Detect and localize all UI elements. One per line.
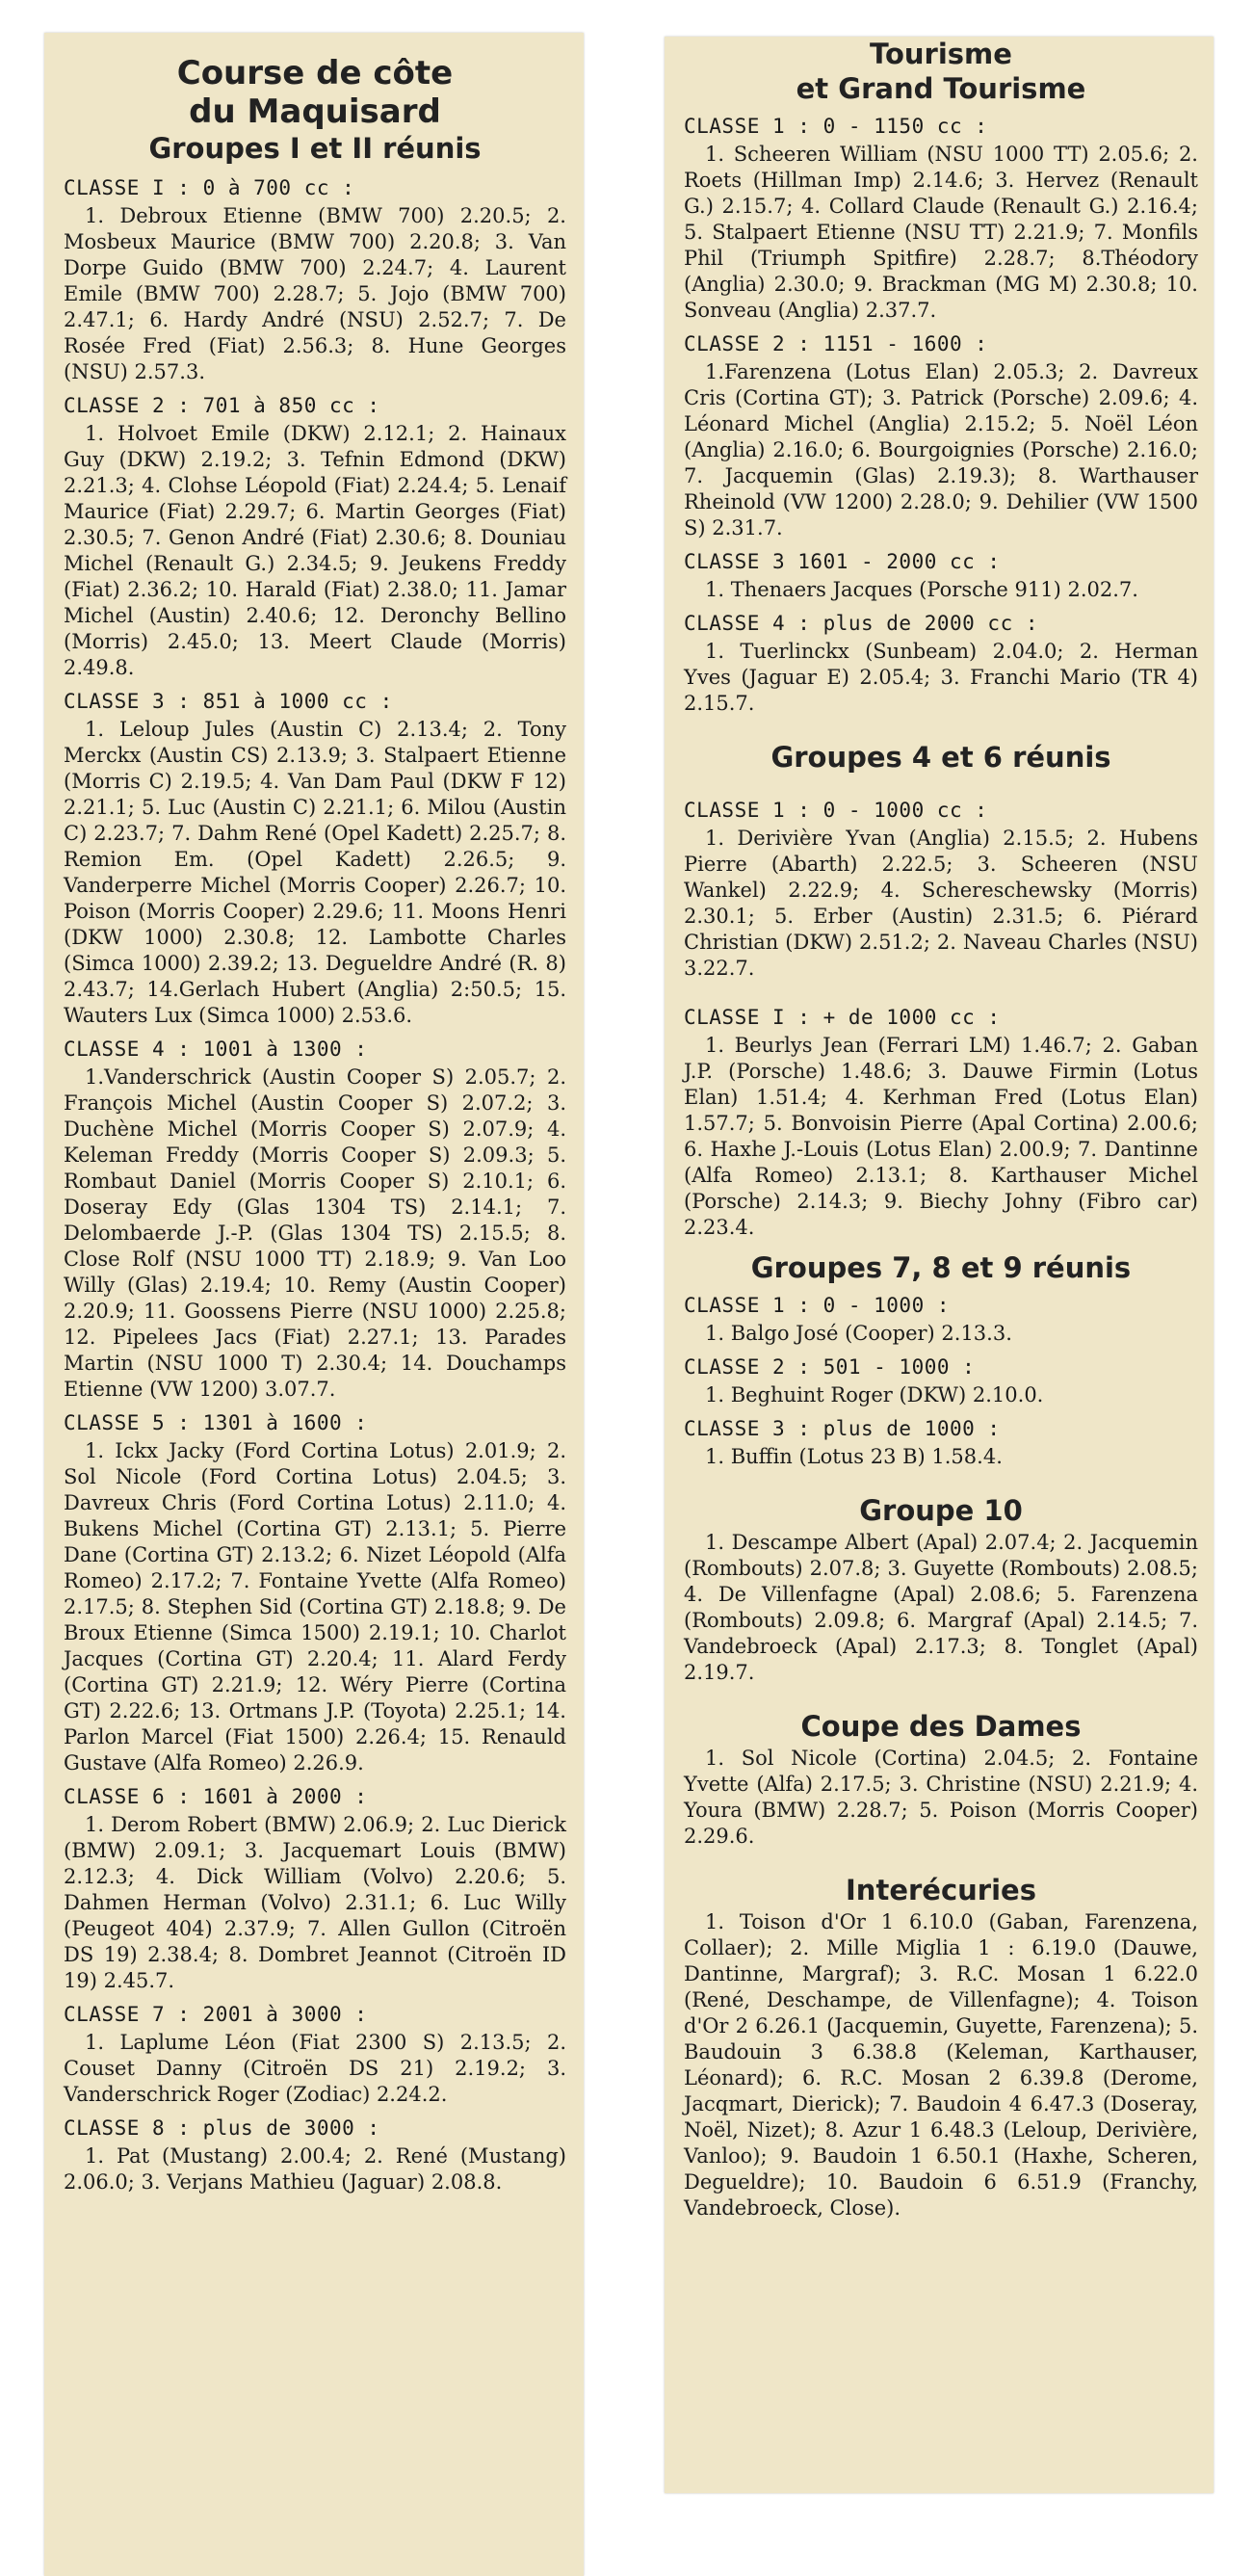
class-label: CLASSE 2 : 1151 - 1600 : [684, 332, 988, 355]
class-label: CLASSE 3 : plus de 1000 : [684, 1417, 1001, 1440]
class-label: CLASSE 6 : 1601 à 2000 : [64, 1785, 368, 1808]
class-results: 1. Derom Robert (BMW) 2.06.9; 2. Luc Dierick (BMW) 2.09.1; 3. Jacquemart Louis (BMW) 2.12.3; 4. Dick William (Volvo) 2.20.6; 5. Dahmen Herman (Volvo) 2.31.1; 6. Luc Willy (Peugeot 404) 2.37.9; 7. Allen Gullon (Citroën DS 19) 2.38.4; 8. Dombret Jeannot (Citroën ID 19) 2.45.7. [64, 1813, 566, 1992]
class-label: CLASSE 4 : plus de 2000 cc : [684, 612, 1039, 635]
right-title-line1: Tourisme [870, 38, 1012, 70]
class-label: CLASSE 1 : 0 - 1000 : [684, 1294, 951, 1317]
left-title-line2: du Maquisard [189, 92, 441, 131]
section-title-groupes-4-6: Groupes 4 et 6 réunis [770, 741, 1111, 774]
class-results: 1. Laplume Léon (Fiat 2300 S) 2.13.5; 2. Couset Danny (Citroën DS 21) 2.19.2; 3. Vanderschrick Roger (Zodiac) 2.24.2. [64, 2031, 566, 2106]
section-title-coupe-des-dames: Coupe des Dames [800, 1710, 1082, 1743]
class-results: 1. Ickx Jacky (Ford Cortina Lotus) 2.01.9; 2. Sol Nicole (Ford Cortina Lotus) 2.04.5; 3. Davreux Chris (Ford Cortina Lotus) 2.11.0; 4. Bukens Michel (Cortina GT) 2.13.1; 5. Pierre Dane (Cortina GT) 2.13.2; 6. Nizet Léopold (Alfa Romeo) 2.17.2; 7. Fontaine Yvette (Alfa Romeo) 2.17.5; 8. Stephen Sid (Cortina GT) 2.18.8; 9. De Broux Etienne (Simca 1500) 2.19.1; 10. Charlot Jacques (Cortina GT) 2.20.4; 11. Alard Ferdy (Cortina GT) 2.21.9; 12. Wéry Pierre (Cortina GT) 2.22.6; 13. Ortmans J.P. (Toyota) 2.25.1; 14. Parlon Marcel (Fiat 1500) 2.26.4; 15. Renauld Gustave (Alfa Romeo) 2.26.9. [64, 1439, 566, 1774]
class-label: CLASSE 8 : plus de 3000 : [64, 2116, 380, 2140]
class-label: CLASSE I : + de 1000 cc : [684, 1006, 1001, 1029]
section-title-groupe-10: Groupe 10 [859, 1494, 1023, 1527]
class-results: 1. Derivière Yvan (Anglia) 2.15.5; 2. Hubens Pierre (Abarth) 2.22.5; 3. Scheeren (NSU Wankel) 2.22.9; 4. Schereschewsky (Morris) 2.30.1; 5. Erber (Austin) 2.31.5; 6. Piérard Christian (DKW) 2.51.2; 2. Naveau Charles (NSU) 3.22.7. [684, 827, 1198, 980]
class-results: 1.Farenzena (Lotus Elan) 2.05.3; 2. Davreux Cris (Cortina GT); 3. Patrick (Porsche) 2.09.6; 4. Léonard Michel (Anglia) 2.15.2; 5. Noël Léon (Anglia) 2.16.0; 6. Bourgoignies (Porsche) 2.16.0; 7. Jacquemin (Glas) 2.19.3); 8. Warthauser Rheinold (VW 1200) 2.28.0; 9. Dehilier (VW 1500 S) 2.31.7. [684, 360, 1198, 539]
class-label: CLASSE 5 : 1301 à 1600 : [64, 1411, 368, 1434]
class-results: 1. Holvoet Emile (DKW) 2.12.1; 2. Hainaux Guy (DKW) 2.19.2; 3. Tefnin Edmond (DKW) 2.21.3; 4. Clohse Léopold (Fiat) 2.24.4; 5. Lenaif Maurice (Fiat) 2.29.7; 6. Martin Georges (Fiat) 2.30.5; 7. Genon André (Fiat) 2.30.6; 8. Douniau Michel (Renault G.) 2.34.5; 9. Jeukens Freddy (Fiat) 2.36.2; 10. Harald (Fiat) 2.38.0; 11. Jamar Michel (Austin) 2.40.6; 12. Deronchy Bellino (Morris) 2.45.0; 13. Meert Claude (Morris) 2.49.8. [64, 422, 566, 679]
class-label: CLASSE 3 1601 - 2000 cc : [684, 550, 1001, 573]
section-title-interecuries: Interécuries [846, 1874, 1036, 1906]
class-results: 1. Debroux Etienne (BMW 700) 2.20.5; 2. Mosbeux Maurice (BMW 700) 2.20.8; 3. Van Dorpe Guido (BMW 700) 2.24.7; 4. Laurent Emile (BMW 700) 2.28.7; 5. Jojo (BMW 700) 2.47.1; 6. Hardy André (NSU) 2.52.7; 7. De Rosée Fred (Fiat) 2.56.3; 8. Hune Georges (NSU) 2.57.3. [64, 204, 566, 383]
section-title-groupes-7-8-9: Groupes 7, 8 et 9 réunis [750, 1251, 1132, 1284]
class-label: CLASSE I : 0 à 700 cc : [64, 176, 355, 199]
class-results: 1. Scheeren William (NSU 1000 TT) 2.05.6; 2. Roets (Hillman Imp) 2.14.6; 3. Hervez (Renault G.) 2.15.7; 4. Collard Claude (Renault G.) 2.16.4; 5. Stalpaert Etienne (NSU TT) 2.21.9; 7. Monfils Phil (Triumph Spitfire) 2.28.7; 8.Théodory (Anglia) 2.30.0; 9. Brackman (MG M) 2.30.8; 10. Sonveau (Anglia) 2.37.7. [684, 143, 1198, 322]
class-results: 1. Beghuint Roger (DKW) 2.10.0. [705, 1383, 1044, 1406]
coupe-des-dames-results: 1. Sol Nicole (Cortina) 2.04.5; 2. Fontaine Yvette (Alfa) 2.17.5; 3. Christine (NSU) 2.21.9; 4. Youra (BMW) 2.28.7; 5. Poison (Morris Cooper) 2.29.6. [684, 1747, 1198, 1848]
groupe-10-results: 1. Descampe Albert (Apal) 2.07.4; 2. Jacquemin (Rombouts) 2.07.8; 3. Guyette (Rombouts) 2.08.5; 4. De Villenfagne (Apal) 2.08.6; 5. Farenzena (Rombouts) 2.09.8; 6. Margraf (Apal) 2.14.5; 7. Vandebroeck (Apal) 2.17.3; 8. Tonglet (Apal) 2.19.7. [684, 1531, 1198, 1684]
left-clipping [44, 33, 584, 2576]
class-label: CLASSE 1 : 0 - 1150 cc : [684, 115, 988, 138]
class-label: CLASSE 1 : 0 - 1000 cc : [684, 799, 988, 822]
class-results: 1.Vanderschrick (Austin Cooper S) 2.05.7; 2. François Michel (Austin Cooper S) 2.07.2; 3. Duchène Michel (Morris Cooper S) 2.07.9; 4. Keleman Freddy (Morris Cooper S) 2.09.3; 5. Rombaut Daniel (Morris Cooper S) 2.10.1; 6. Doseray Edy (Glas 1304 TS) 2.14.1; 7. Delombaerde J.-P. (Glas 1304 TS) 2.15.5; 8. Close Rolf (NSU 1000 TT) 2.18.9; 9. Van Loo Willy (Glas) 2.19.4; 10. Remy (Austin Cooper) 2.20.9; 11. Goossens Pierre (NSU 1000) 2.25.8; 12. Pipelees Jacs (Fiat) 2.27.1; 13. Parades Martin (NSU 1000 T) 2.30.4; 14. Douchamps Etienne (VW 1200) 3.07.7. [64, 1065, 566, 1401]
class-results: 1. Leloup Jules (Austin C) 2.13.4; 2. Tony Merckx (Austin CS) 2.13.9; 3. Stalpaert Etienne (Morris C) 2.19.5; 4. Van Dam Paul (DKW F 12) 2.21.1; 5. Luc (Austin C) 2.21.1; 6. Milou (Austin C) 2.23.7; 7. Dahm René (Opel Kadett) 2.25.7; 8. Remion Em. (Opel Kadett) 2.26.5; 9. Vanderperre Michel (Morris Cooper) 2.26.7; 10. Poison (Morris Cooper) 2.29.6; 11. Moons Henri (DKW 1000) 2.30.8; 12. Lambotte Charles (Simca 1000) 2.39.2; 13. Degueldre André (R. 8) 2.43.7; 14.Gerlach Hubert (Anglia) 2:50.5; 15. Wauters Lux (Simca 1000) 2.53.6. [64, 718, 566, 1027]
left-subtitle: Groupes I et II réunis [148, 132, 482, 165]
right-title-line2: et Grand Tourisme [796, 72, 1086, 105]
class-label: CLASSE 2 : 701 à 850 cc : [64, 394, 380, 417]
interecuries-results: 1. Toison d'Or 1 6.10.0 (Gaban, Farenzena, Collaer); 2. Mille Miglia 1 : 6.19.0 (Dauwe, Dantinne, Margraf); 3. R.C. Mosan 1 6.22.0 (René, Deschampe, de Villenfagne); 4. Toison d'Or 2 6.26.1 (Jacquemin, Guyette, Farenzena); 5. Baudouin 3 6.38.8 (Keleman, Karthauser, Léonard); 6. R.C. Mosan 2 6.39.8 (Derome, Jacqmart, Dierick); 7. Baudoin 4 6.47.3 (Doseray, Noël, Nizet); 8. Azur 1 6.48.3 (Leloup, Derivière, Vanloo); 9. Baudoin 1 6.50.1 (Haxhe, Scheren, Degueldre); 10. Baudoin 6 6.51.9 (Franchy, Vandebroeck, Close). [684, 1910, 1198, 2220]
left-title-line1: Course de côte [176, 54, 454, 92]
class-label: CLASSE 2 : 501 - 1000 : [684, 1355, 976, 1379]
class-label: CLASSE 3 : 851 à 1000 cc : [64, 690, 393, 713]
class-results: 1. Beurlys Jean (Ferrari LM) 1.46.7; 2. Gaban J.P. (Porsche) 1.48.6; 3. Dauwe Firmin (Lotus Elan) 1.51.4; 4. Kerhman Fred (Lotus Elan) 1.57.7; 5. Bonvoisin Pierre (Apal Cortina) 2.00.6; 6. Haxhe J.-Louis (Lotus Elan) 2.00.9; 7. Dantinne (Alfa Romeo) 2.13.1; 8. Karthauser Michel (Porsche) 2.14.3; 9. Biechy Johny (Fibro car) 2.23.4. [684, 1034, 1198, 1239]
class-label: CLASSE 7 : 2001 à 3000 : [64, 2003, 368, 2026]
class-results: 1. Balgo José (Cooper) 2.13.3. [705, 1322, 1012, 1345]
class-results: 1. Tuerlinckx (Sunbeam) 2.04.0; 2. Herman Yves (Jaguar E) 2.05.4; 3. Franchi Mario (TR 4) 2.15.7. [684, 640, 1198, 715]
class-results: 1. Thenaers Jacques (Porsche 911) 2.02.7. [705, 578, 1138, 601]
right-clipping [665, 37, 1214, 2493]
class-results: 1. Pat (Mustang) 2.00.4; 2. René (Mustang) 2.06.0; 3. Verjans Mathieu (Jaguar) 2.08.8. [64, 2144, 566, 2194]
class-results: 1. Buffin (Lotus 23 B) 1.58.4. [705, 1445, 1003, 1468]
class-label: CLASSE 4 : 1001 à 1300 : [64, 1038, 368, 1061]
